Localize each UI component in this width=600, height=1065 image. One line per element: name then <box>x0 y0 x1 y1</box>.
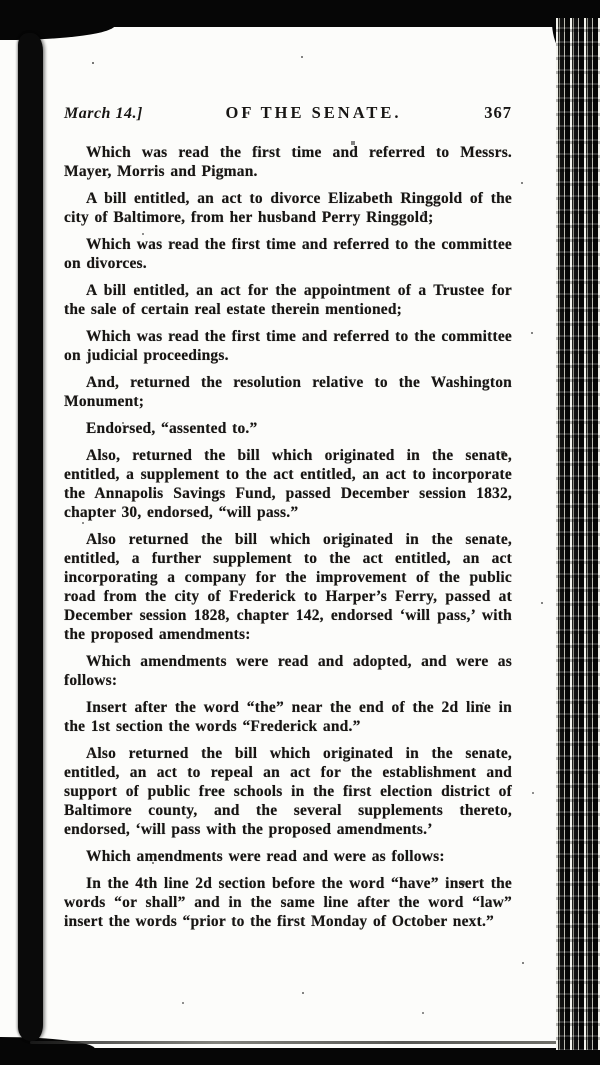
paragraph: Endorsed, “assented to.” <box>86 420 258 437</box>
header-date: March 14.] <box>64 105 143 122</box>
paragraph: Also returned the bill which originated in the senate, entitled, a further supplement to the act entitled, an act incorporating a company for the improvement of the public road from the city of Frederick to Harper’s Ferry, passed at December session 1828, chapter 142, endorsed ‘will pass,’ with the proposed amendments: <box>64 531 512 643</box>
paragraph: A bill entitled, an act to divorce Elizabeth Ringgold of the city of Baltimore, from her husband Perry Ringgold; <box>64 190 512 226</box>
header-page-number: 367 <box>484 103 512 122</box>
header-title: OF THE SENATE. <box>225 103 402 122</box>
paragraph: In the 4th line 2d section before the word “have” insert the words “or shall” and in the same line after the word “law” insert the words “prior to the first Monday of October next.” <box>64 875 512 930</box>
book-fore-edge <box>556 18 600 1050</box>
paragraph: And, returned the resolution relative to the Washington Monument; <box>64 374 512 410</box>
paragraph: Which amendments were read and adopted, and were as follows: <box>64 653 512 689</box>
paragraph: Which was read the first time and referred to Messrs. Mayer, Morris and Pigman. <box>64 144 512 180</box>
paragraph: Which was read the first time and referred to the committee on judicial proceedings. <box>64 328 512 364</box>
scan-noise <box>0 0 2 2</box>
page-header <box>64 103 512 123</box>
paragraph: A bill entitled, an act for the appointment of a Trustee for the sale of certain real estate therein mentioned; <box>64 282 512 318</box>
paragraph: Which was read the first time and referred to the committee on divorces. <box>64 236 512 272</box>
paragraph: Which amendments were read and were as follows: <box>86 848 445 865</box>
paragraph: Also returned the bill which originated in the senate, entitled, an act to repeal an act for the establishment and support of public free schools in the first election district of Baltimore county, and the several supplements thereto, endorsed, ‘will pass with the proposed amendments.’ <box>64 745 512 838</box>
page-content <box>64 103 512 931</box>
paragraph: Insert after the word “the” near the end of the 2d line in the 1st section the words “Frederick and.” <box>64 699 512 735</box>
paragraph: Also, returned the bill which originated in the senate, entitled, a supplement to the act entitled, an act to incorporate the Annapolis Savings Fund, passed December session 1832, chapter 30, endorsed, “will pass.” <box>64 447 512 521</box>
page-bottom-edge <box>30 1041 562 1044</box>
book-binding-gutter <box>18 33 43 1041</box>
